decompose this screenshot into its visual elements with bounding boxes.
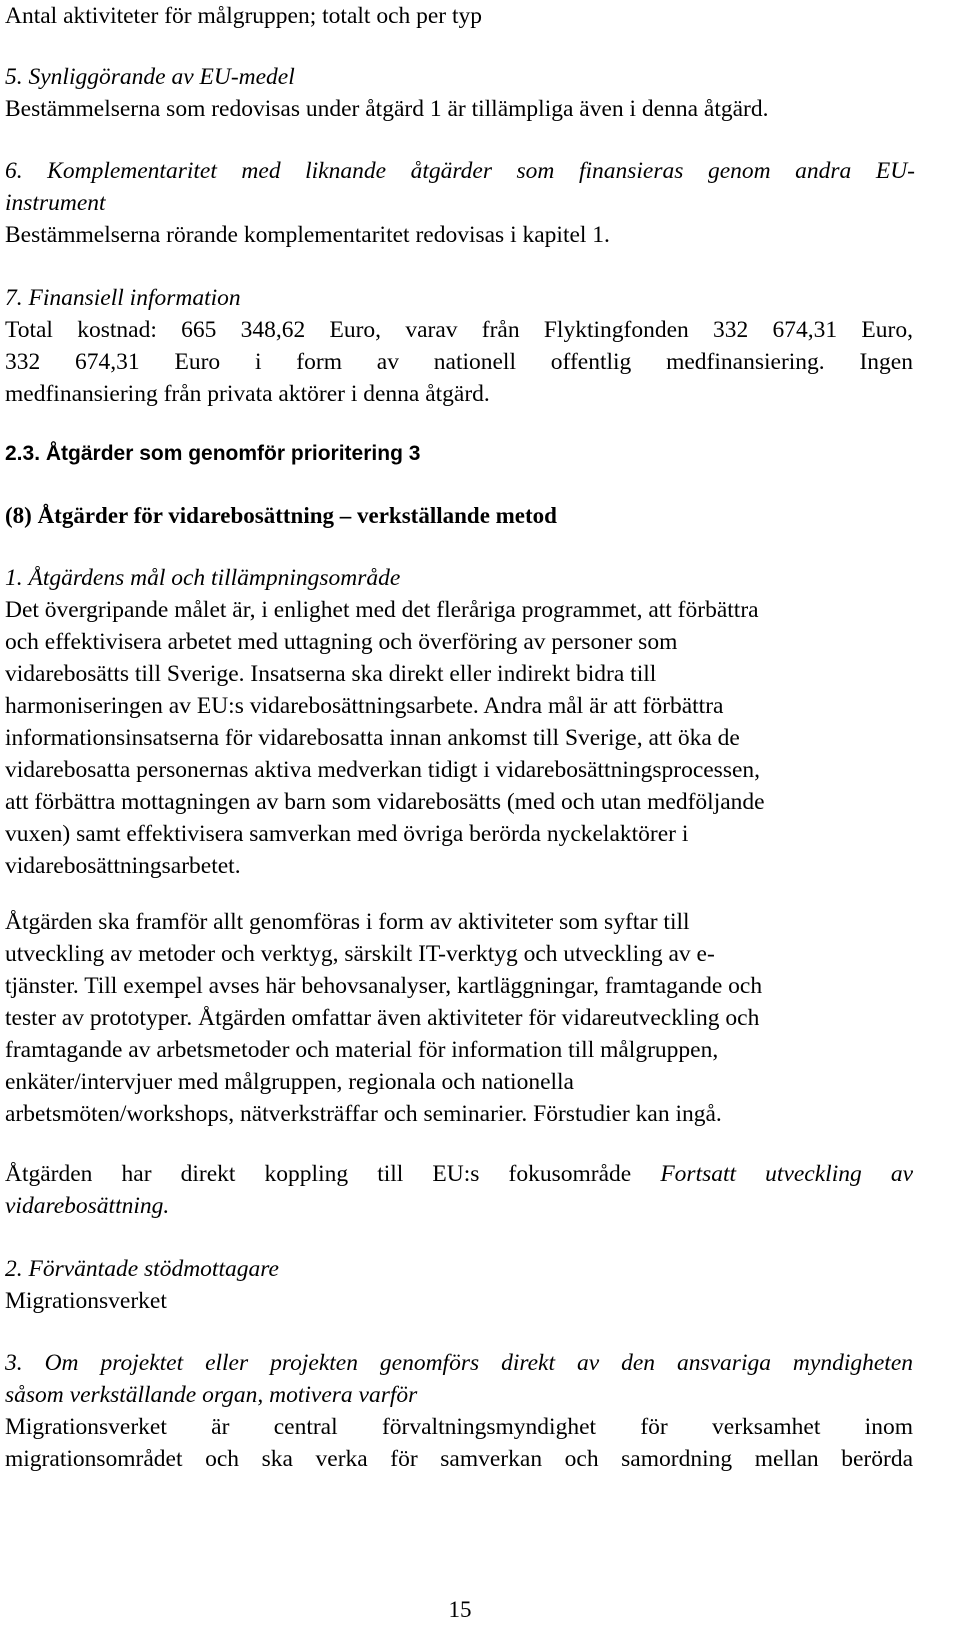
- paragraph-line: medfinansiering från privata aktörer i denna åtgärd.: [5, 381, 490, 407]
- paragraph-line: [5, 1160, 913, 1188]
- section-heading-7: 7. Finansiell information: [5, 285, 241, 311]
- paragraph-line: 332 674,31 Euro i form av nationell offentlig medfinansiering. Ingen: [5, 349, 913, 375]
- paragraph-line: arbetsmöten/workshops, nätverksträffar och seminarier. Förstudier kan ingå.: [5, 1101, 722, 1127]
- section-heading-1: 1. Åtgärdens mål och tillämpningsområde: [5, 565, 401, 591]
- paragraph-line: Migrationsverket är central förvaltningsmyndighet för verksamhet inom: [5, 1414, 913, 1440]
- paragraph-line: Det övergripande målet är, i enlighet med det fleråriga programmet, att förbättra: [5, 597, 759, 623]
- paragraph-line: tester av prototyper. Åtgärden omfattar även aktiviteter för vidareutveckling och: [5, 1005, 760, 1031]
- paragraph-text: Åtgärden har direkt koppling till EU:s fokusområde: [5, 1161, 632, 1187]
- paragraph-line: och effektivisera arbetet med uttagning och överföring av personer som: [5, 629, 678, 655]
- section-heading-6-cont: instrument: [5, 190, 106, 216]
- chapter-heading: 2.3. Åtgärder som genomför prioritering 3: [5, 442, 421, 465]
- paragraph-line: tjänster. Till exempel avses här behovsanalyser, kartläggningar, framtagande och: [5, 973, 763, 999]
- focus-area-emphasis: Fortsatt utveckling av: [660, 1161, 913, 1187]
- paragraph-line: framtagande av arbetsmetoder och material för information till målgruppen,: [5, 1037, 719, 1063]
- paragraph-line: att förbättra mottagningen av barn som vidarebosätts (med och utan medföljande: [5, 789, 765, 815]
- focus-area-emphasis-cont: vidarebosättning.: [5, 1193, 170, 1219]
- paragraph-line: Åtgärden ska framför allt genomföras i form av aktiviteter som syftar till: [5, 909, 690, 935]
- section-heading-2: 2. Förväntade stödmottagare: [5, 1256, 279, 1282]
- paragraph-line: Bestämmelserna som redovisas under åtgärd 1 är tillämpliga även i denna åtgärd.: [5, 96, 769, 122]
- paragraph-line: migrationsområdet och ska verka för samverkan och samordning mellan berörda: [5, 1446, 913, 1472]
- paragraph-line: Migrationsverket: [5, 1288, 167, 1314]
- measure-heading: (8) Åtgärder för vidarebosättning – verkställande metod: [5, 503, 557, 528]
- section-heading-5: 5. Synliggörande av EU-medel: [5, 64, 295, 90]
- paragraph-line: utveckling av metoder och verktyg, särskilt IT-verktyg och utveckling av e-: [5, 941, 715, 967]
- paragraph-line: informationsinsatserna för vidarebosatta innan ankomst till Sverige, att öka de: [5, 725, 740, 751]
- paragraph-line: harmoniseringen av EU:s vidarebosättningsarbete. Andra mål är att förbättra: [5, 693, 724, 719]
- paragraph-line: Total kostnad: 665 348,62 Euro, varav från Flyktingfonden 332 674,31 Euro,: [5, 317, 913, 343]
- paragraph-line: enkäter/intervjuer med målgruppen, regionala och nationella: [5, 1069, 574, 1095]
- section-heading-3: 3. Om projektet eller projekten genomförs direkt av den ansvariga myndigheten: [5, 1350, 913, 1376]
- section-heading-3-cont: såsom verkställande organ, motivera varför: [5, 1382, 418, 1408]
- page-number: 15: [448, 1597, 472, 1622]
- section-heading-6: 6. Komplementaritet med liknande åtgärder som finansieras genom andra EU-: [5, 158, 915, 184]
- paragraph-line: Bestämmelserna rörande komplementaritet redovisas i kapitel 1.: [5, 222, 610, 248]
- paragraph-line: vidarebosatta personernas aktiva medverkan tidigt i vidarebosättningsprocessen,: [5, 757, 761, 783]
- paragraph-line: vidarebosätts till Sverige. Insatserna ska direkt eller indirekt bidra till: [5, 661, 657, 687]
- paragraph-line: Antal aktiviteter för målgruppen; totalt och per typ: [5, 3, 483, 29]
- paragraph-line: vuxen) samt effektivisera samverkan med övriga berörda nyckelaktörer i: [5, 821, 689, 847]
- paragraph-line: vidarebosättningsarbetet.: [5, 853, 241, 879]
